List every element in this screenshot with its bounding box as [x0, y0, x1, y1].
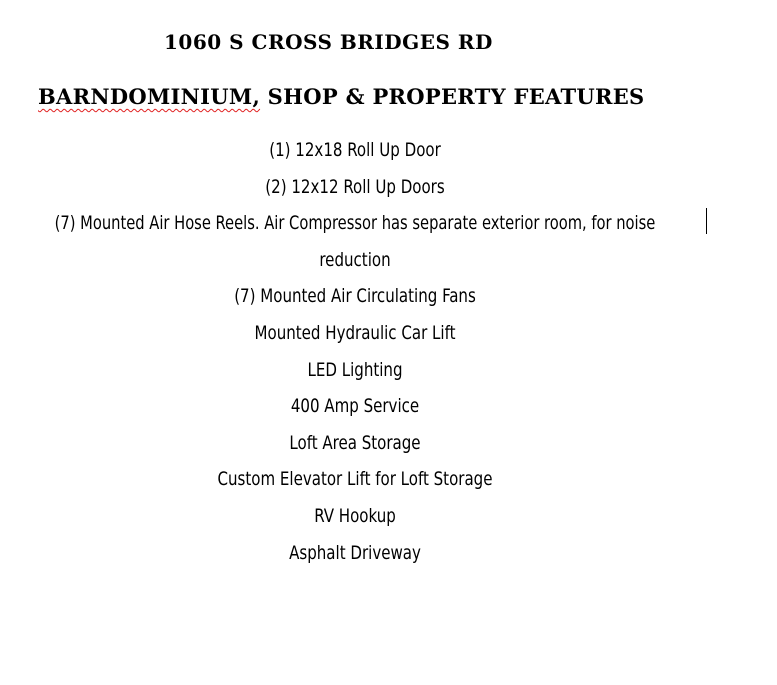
subtitle-rest: SHOP & PROPERTY FEATURES: [260, 84, 645, 109]
document-subtitle: [38, 84, 645, 109]
feature-item: Loft Area Storage: [289, 431, 421, 454]
feature-item: (7) Mounted Air Circulating Fans: [234, 285, 476, 308]
feature-item: (1) 12x18 Roll Up Door: [269, 139, 441, 161]
text-cursor: [706, 208, 707, 234]
feature-item: 400 Amp Service: [290, 395, 420, 418]
feature-item: (2) 12x12 Roll Up Doors: [265, 175, 445, 198]
feature-item: reduction: [319, 248, 391, 271]
feature-item: (7) Mounted Air Hose Reels. Air Compressor has separate exterior room, for noise: [54, 212, 656, 235]
feature-item: Custom Elevator Lift for Loft Storage: [217, 468, 493, 491]
misspelled-word: BARNDOMINIUM,: [38, 84, 261, 109]
feature-item: Asphalt Driveway: [289, 541, 421, 564]
feature-item: RV Hookup: [314, 504, 396, 527]
document-title: 1060 S CROSS BRIDGES RD: [164, 30, 493, 54]
feature-item: Mounted Hydraulic Car Lift: [254, 321, 456, 344]
feature-list: [0, 132, 710, 571]
feature-item: LED Lighting: [307, 358, 403, 381]
